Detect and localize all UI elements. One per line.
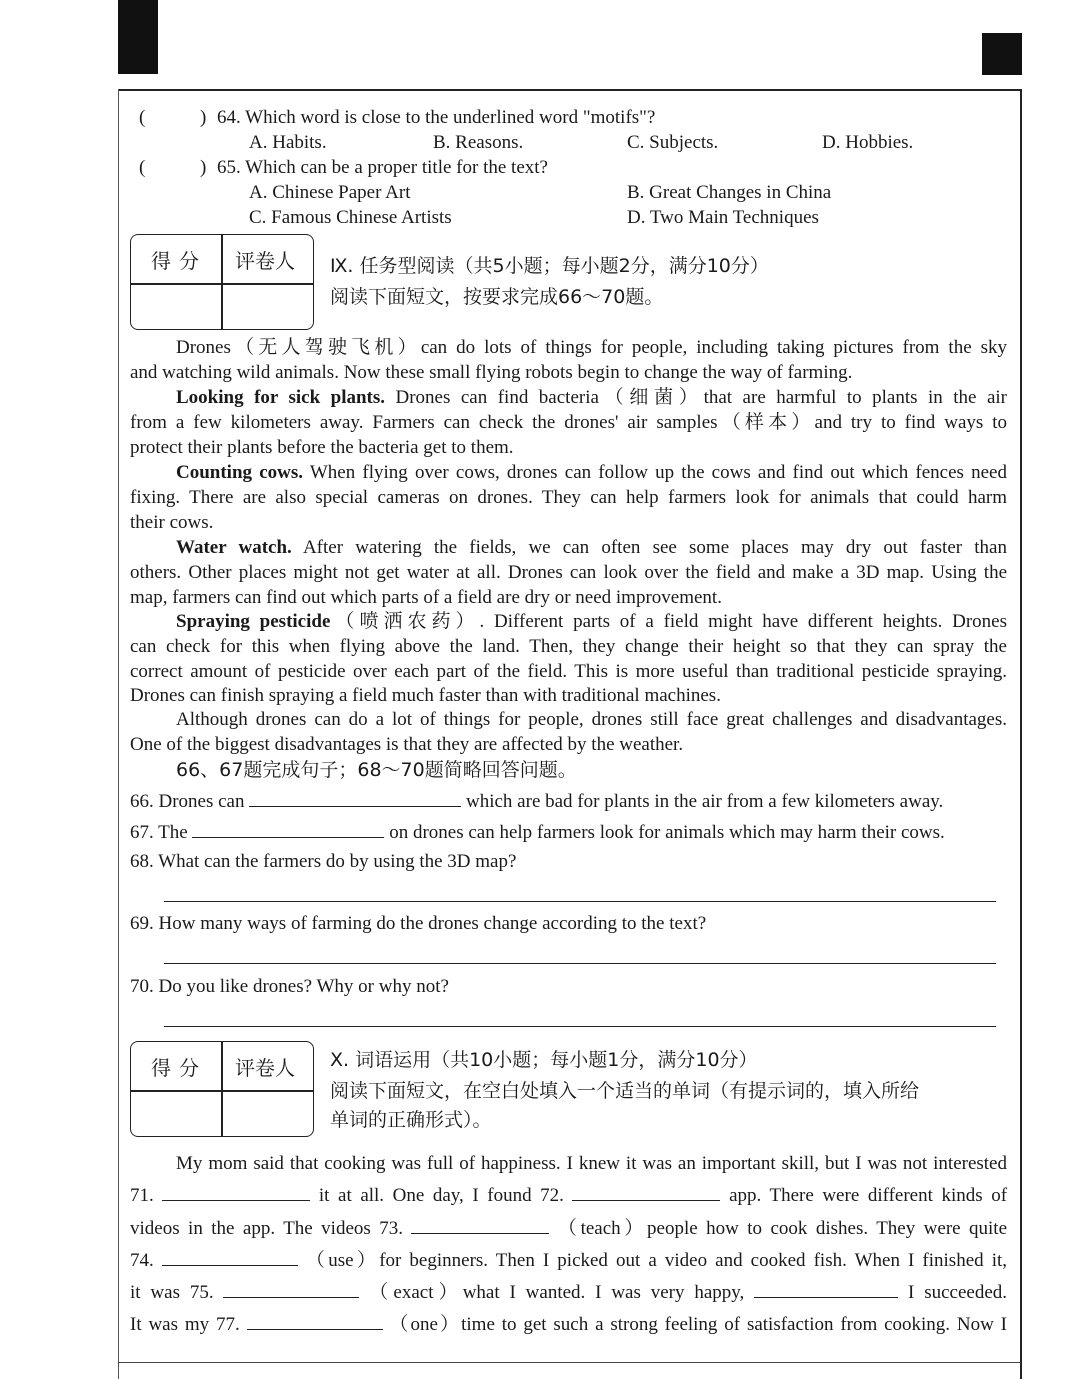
answer-blank-66[interactable] xyxy=(249,788,461,807)
cloze-text: （one）time to get such a strong feeling of satisfaction from cooking. Now I xyxy=(389,1314,1008,1336)
question-70: 70. Do you like drones? Why or why not? xyxy=(130,976,449,997)
cloze-line: My mom said that cooking was full of happiness. I knew it was an important skill, but I was not interested xyxy=(176,1153,1007,1174)
passage-text: Drones can find bacteria（细菌）that are harmful to plants in the air xyxy=(385,387,1007,408)
passage-text: When flying over cows, drones can follow up the cows and find out which fences need xyxy=(303,462,1007,483)
answer-line-68[interactable] xyxy=(164,901,996,902)
registration-mark-left xyxy=(118,0,158,74)
question-66 xyxy=(130,788,943,814)
q65-option-c: C. Famous Chinese Artists xyxy=(249,207,452,228)
section9-heading: Ⅸ. 任务型阅读（共5小题；每小题2分，满分10分） xyxy=(330,255,769,277)
cloze-line xyxy=(130,1309,1007,1341)
q64-option-a: A. Habits. xyxy=(249,132,327,153)
answer-line-70[interactable] xyxy=(164,1026,996,1027)
passage-line: Drones can finish spraying a field much faster than with traditional machines. xyxy=(130,685,721,707)
task-note: 66、67题完成句子；68～70题简略回答问题。 xyxy=(176,759,577,781)
cloze-blank-75[interactable] xyxy=(223,1279,359,1298)
cloze-blank-74[interactable] xyxy=(162,1247,298,1266)
score-box-section9 xyxy=(130,234,314,330)
q65-option-b: B. Great Changes in China xyxy=(627,182,832,203)
paragraph-title: Water watch. xyxy=(176,537,292,558)
answer-blank-67[interactable] xyxy=(192,819,384,838)
section9-instruction: 阅读下面短文，按要求完成66～70题。 xyxy=(330,286,664,308)
q64-paren-open: ( xyxy=(139,107,146,128)
passage-line: can check for this when flying above the land. Then, they change their height so that they can spray the xyxy=(130,635,1007,657)
q65-option-a: A. Chinese Paper Art xyxy=(249,182,411,203)
cloze-text: it at all. One day, I found 72. xyxy=(318,1185,564,1207)
cloze-blank-72[interactable] xyxy=(572,1182,720,1201)
score-box-divider xyxy=(221,1042,223,1136)
answer-line-69[interactable] xyxy=(164,963,996,964)
cloze-line xyxy=(130,1180,1007,1212)
passage-line: correct amount of pesticide over each part of the field. This is more useful than traditional pesticide spraying. xyxy=(130,660,1007,682)
cloze-text: 71. xyxy=(130,1185,154,1207)
cloze-blank-71[interactable] xyxy=(162,1182,310,1201)
passage-line: others. Other places might not get water at all. Drones can look over the field and make a 3D map. Using the xyxy=(130,561,1007,583)
passage-paragraph-2 xyxy=(130,386,1007,460)
q64-option-d: D. Hobbies. xyxy=(822,132,914,153)
paragraph-title: Spraying pesticide xyxy=(176,611,331,632)
grader-label: 评卷人 xyxy=(235,1056,295,1080)
passage-line xyxy=(130,386,1007,411)
passage-line: from a few kilometers away. Farmers can check the drones' air samples（样本）and try to find ways to xyxy=(130,411,1007,433)
cloze-text: it was 75. xyxy=(130,1282,214,1304)
q65-stem: 65. Which can be a proper title for the text? xyxy=(217,157,548,178)
section10-instruction-2: 单词的正确形式）。 xyxy=(330,1109,492,1131)
question-66-text-b: which are bad for plants in the air from a few kilometers away. xyxy=(466,791,944,812)
page-border-right xyxy=(1020,89,1022,1379)
score-box-divider xyxy=(131,283,313,285)
cloze-text: videos in the app. The videos 73. xyxy=(130,1217,403,1239)
paragraph-title: Counting cows. xyxy=(176,462,304,483)
cloze-text: app. There were different kinds of xyxy=(729,1185,1008,1207)
cloze-text: 74. xyxy=(130,1249,154,1271)
passage-line: Although drones can do a lot of things for people, drones still face great challenges and disadvantages. xyxy=(176,709,1007,730)
passage-line xyxy=(130,461,1007,486)
passage-line: Drones（无人驾驶飞机）can do lots of things for people, including taking pictures from the sky xyxy=(176,337,1007,358)
cloze-line xyxy=(130,1213,1007,1245)
question-69: 69. How many ways of farming do the drones change according to the text? xyxy=(130,913,707,934)
question-68: 68. What can the farmers do by using the 3D map? xyxy=(130,851,517,872)
passage-line xyxy=(130,610,1007,635)
passage-line: fixing. There are also special cameras on drones. They can help farmers look for animals that could harm xyxy=(130,486,1007,508)
question-67-text-b: on drones can help farmers look for animals which may harm their cows. xyxy=(389,822,945,843)
section10-instruction-1: 阅读下面短文，在空白处填入一个适当的单词（有提示词的，填入所给 xyxy=(330,1080,920,1102)
passage-text: （喷洒农药）. Different parts of a field might have different heights. Drones xyxy=(330,611,1008,632)
registration-mark-right xyxy=(982,33,1022,75)
score-label: 得分 xyxy=(151,249,207,273)
passage-paragraph-6 xyxy=(130,708,1007,758)
cloze-line xyxy=(130,1245,1007,1277)
cloze-text: It was my 77. xyxy=(130,1314,240,1336)
score-box-divider xyxy=(131,1090,313,1092)
q65-paren-open: ( xyxy=(139,157,146,178)
passage-paragraph-3 xyxy=(130,461,1007,535)
score-box-divider xyxy=(221,235,223,329)
cloze-text: （use）for beginners. Then I picked out a video and cooked fish. When I finished it, xyxy=(305,1249,1008,1271)
page-border-bottom xyxy=(118,1362,1021,1363)
cloze-blank-76[interactable] xyxy=(754,1279,898,1298)
passage-paragraph-4 xyxy=(130,536,1007,610)
question-66-text-a: 66. Drones can xyxy=(130,791,245,812)
passage-line xyxy=(130,536,1007,561)
paragraph-title: Looking for sick plants. xyxy=(176,387,386,408)
cloze-passage xyxy=(130,1148,1007,1342)
score-box-section10 xyxy=(130,1041,314,1137)
q65-paren-close: ) xyxy=(200,157,207,178)
question-67 xyxy=(130,819,945,845)
passage-text: After watering the fields, we can often see some places may dry out faster than xyxy=(291,537,1007,558)
q64-stem: 64. Which word is close to the underlined word "motifs"? xyxy=(217,107,656,128)
passage-line: map, farmers can find out which parts of a field are dry or need improvement. xyxy=(130,586,722,608)
passage-line: protect their plants before the bacteria get to them. xyxy=(130,436,514,458)
q65-option-d: D. Two Main Techniques xyxy=(627,207,819,228)
page-border-top xyxy=(118,89,1021,91)
page-border-left xyxy=(118,89,119,1379)
passage-paragraph-1 xyxy=(130,336,1007,386)
cloze-text: （exact）what I wanted. I was very happy, xyxy=(369,1282,745,1304)
passage-paragraph-5 xyxy=(130,610,1007,709)
cloze-blank-77[interactable] xyxy=(247,1311,383,1330)
cloze-text: I succeeded. xyxy=(908,1282,1008,1304)
grader-label: 评卷人 xyxy=(235,249,295,273)
q64-paren-close: ) xyxy=(200,107,207,128)
passage-line: and watching wild animals. Now these small flying robots begin to change the way of farming. xyxy=(130,361,853,383)
cloze-text: （teach）people how to cook dishes. They were quite xyxy=(557,1217,1008,1239)
cloze-blank-73[interactable] xyxy=(411,1215,549,1234)
cloze-line xyxy=(130,1277,1007,1309)
passage-line: their cows. xyxy=(130,511,214,533)
section10-heading: Ⅹ. 词语运用（共10小题；每小题1分，满分10分） xyxy=(330,1049,758,1071)
question-67-text-a: 67. The xyxy=(130,822,188,843)
score-label: 得分 xyxy=(151,1056,207,1080)
q64-option-c: C. Subjects. xyxy=(627,132,719,153)
q64-option-b: B. Reasons. xyxy=(433,132,524,153)
passage-line: One of the biggest disadvantages is that they are affected by the weather. xyxy=(130,733,684,755)
